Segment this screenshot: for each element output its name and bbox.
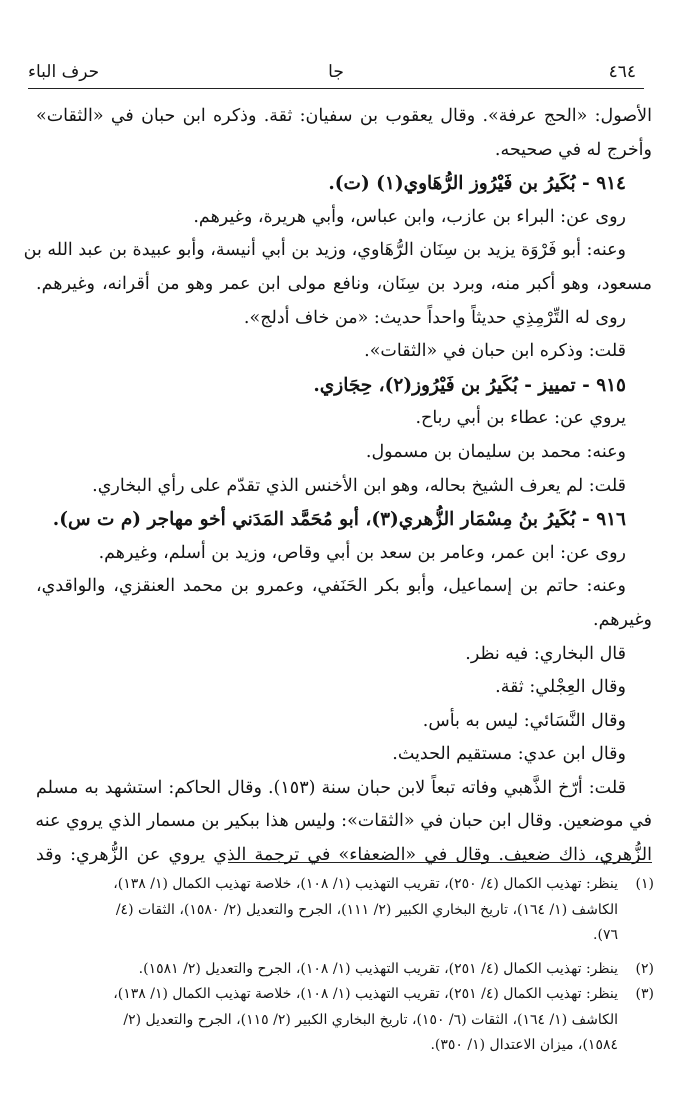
text-line: وقال ابن عدي: مستقيم الحديث.: [392, 744, 626, 765]
entry-heading-916: ٩١٦ - بُكَيرُ بنُ مِسْمَار الزُّهري(٣)، أبو مُحَمَّد المَدَني أخو مهاجر (م ت س).: [52, 509, 626, 531]
running-header: [28, 60, 644, 89]
text-line: وقال العِجْلي: ثقة.: [495, 677, 626, 698]
text-line: روى عن: ابن عمر، وعامر بن سعد بن أبي وقاص، وزيد بن أسلم، وغيرهم.: [98, 542, 626, 563]
text-line: الزُّهري، ذاك ضعيف. وقال في «الضعفاء» في ترجمة الذي يروي عن الزُّهري: وقد: [36, 845, 652, 866]
text-line: قال البخاري: فيه نظر.: [465, 643, 626, 664]
footnote-text: ينظر: تهذيب الكمال (٤/ ٢٥١)، تقريب التهذيب (١/ ١٠٨)، خلاصة تهذيب الكمال (١/ ١٣٨)،: [113, 986, 618, 1002]
footnote-text: ينظر: تهذيب الكمال (٤/ ٢٥١)، تقريب التهذيب (١/ ١٠٨)، الجرح والتعديل (٢/ ١٥٨١).: [138, 960, 618, 977]
text-line: مسعود، وهو أكبر منه، وبرد بن سِنَان، ونافع مولى ابن عمر وهو من أقرانه، وغيرهم.: [36, 273, 652, 294]
footnote-line: الكاشف (١/ ١٦٤)، الثقات (٦/ ١٥٠)، تاريخ البخاري الكبير (٢/ ١١٥)، الجرح والتعديل (٢/: [123, 1011, 618, 1028]
main-text: [23, 100, 652, 873]
text-line: وقال النَّسَائي: ليس به بأس.: [422, 710, 626, 731]
text-line: وعنه: حاتم بن إسماعيل، وأبو بكر الحَنَفي، وعمرو بن محمد العنقزي، والواقدي،: [36, 576, 626, 597]
text-line: وعنه: أبو فَرْوَة يزيد بن سِنَان الرُّهَاوي، وزيد بن أبي أنيسة، وأبو عبيدة بن عبد الله بن: [23, 240, 626, 261]
footnote-text: ينظر: تهذيب الكمال (٤/ ٢٥٠)، تقريب التهذيب (١/ ١٠٨)، خلاصة تهذيب الكمال (١/ ١٣٨)،: [113, 876, 618, 892]
footnote-separator: [228, 862, 652, 863]
footnote-line: الكاشف (١/ ١٦٤)، تاريخ البخاري الكبير (٢/ ١١١)، الجرح والتعديل (٢/ ١٥٨٠)، الثقات (٤/: [115, 901, 618, 918]
footnote-number: (٣): [635, 986, 654, 1002]
text-line: روى عن: البراء بن عازب، وابن عباس، وأبي هريرة، وغيرهم.: [193, 206, 626, 227]
text-line: قلت: وذكره ابن حبان في «الثقات».: [364, 341, 626, 362]
footnotes: [30, 872, 654, 1059]
text-line: وغيرهم.: [593, 609, 652, 630]
footnote-line: ١٥٨٤)، ميزان الاعتدال (١/ ٣٥٠).: [430, 1037, 618, 1053]
footnote-number: (١): [635, 876, 654, 892]
text-line: الأصول: «الحج عرفة». وقال يعقوب بن سفيان: ثقة. وذكره ابن حبان في «الثقات»: [36, 106, 652, 126]
footnote-line: [30, 982, 654, 1008]
text-line: قلت: لم يعرف الشيخ بحاله، وهو ابن الأخنس الذي تقدّم على رأي البخاري.: [92, 475, 626, 496]
entry-heading-915: ٩١٥ - تمييز - بُكَيرُ بن فَيْرُوز(٢)، حِجَازي.: [313, 374, 626, 396]
footnote-number: (٢): [635, 960, 654, 977]
text-line: يروي عن: عطاء بن أبي رباح.: [415, 408, 626, 429]
text-line: وأخرج له في صحيحه.: [494, 139, 652, 160]
text-line: وعنه: محمد بن سليمان بن مسمول.: [365, 441, 626, 462]
section-title: حرف الباء: [28, 62, 100, 82]
entry-heading-914: ٩١٤ - بُكَيرُ بن فَيْرُوز الرُّهَاوي(١) (ت).: [328, 173, 626, 195]
footnote-line: [30, 872, 654, 898]
footnote-line: ٧٦).: [593, 927, 618, 943]
text-line: روى له التِّرْمِذِي حديثاً واحداً حديث: «من خاف أدلج».: [243, 307, 626, 328]
volume-label: جا: [328, 62, 344, 82]
text-line: قلت: أرّخ الذَّهبي وفاته تبعاً لابن حبان سنة (١٥٣). وقال الحاكم: استشهد به مسلم: [36, 777, 626, 798]
footnote-line: [30, 957, 654, 983]
page-number: ٤٦٤: [608, 62, 636, 82]
text-line: في موضعين. وقال ابن حبان في «الثقات»: وليس هذا ببكير بن مسمار الذي يروي عنه: [35, 811, 652, 832]
